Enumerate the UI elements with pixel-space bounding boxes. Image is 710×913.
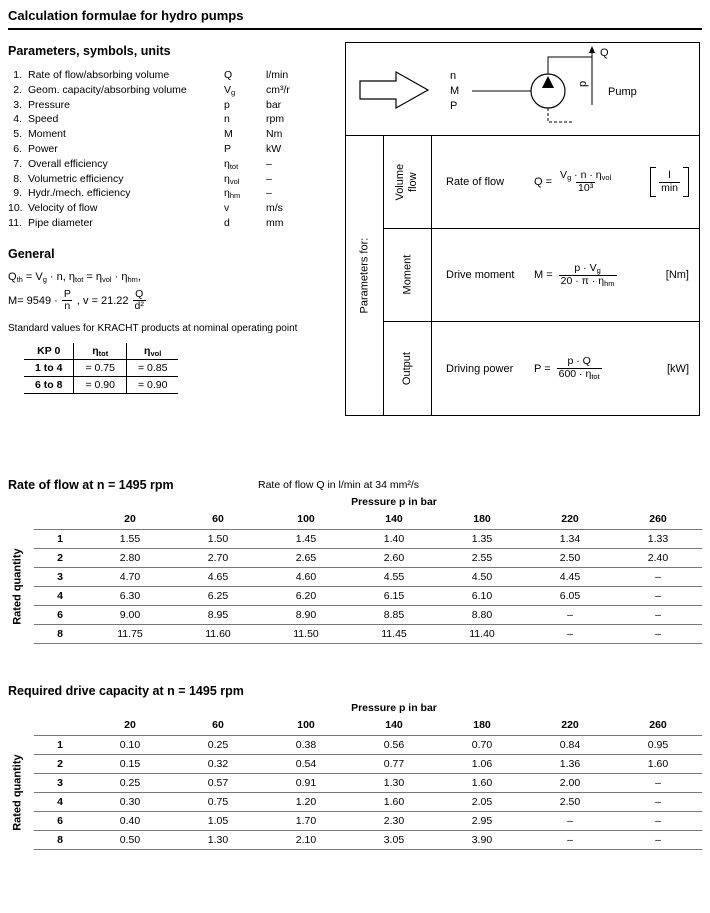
parameter-row: [8, 83, 340, 98]
table-body: [34, 736, 702, 850]
general-formula-1: $Q_{th} = V_g \cdot n$, $\eta_{tot} = \eta_{vol} \cdot \eta_{hm}$,: [8, 270, 141, 284]
value-cell: 1.40: [350, 530, 438, 549]
table-row: [34, 831, 702, 850]
value-cell: 0.57: [174, 774, 262, 793]
parameter-symbol: d: [224, 216, 230, 229]
moment-formula-prefix: M= 9549 ·: [8, 294, 58, 307]
parameters-list: [8, 68, 340, 231]
section-title: Rate of flow at n = 1495 rpm: [8, 478, 174, 492]
column-header: 100: [262, 511, 350, 530]
value-cell: 1.55: [86, 530, 174, 549]
value-cell: 0.30: [86, 793, 174, 812]
formula-unit: [kW]: [667, 362, 689, 375]
value-cell: –: [526, 606, 614, 625]
table-row: [34, 549, 702, 568]
value-cell: 6.10: [438, 587, 526, 606]
rate-of-flow-section: [8, 478, 702, 644]
formula-row-driving-power: [432, 322, 699, 415]
column-header: 260: [614, 511, 702, 530]
parameter-symbol: P: [224, 142, 232, 155]
unit-bracket: [650, 167, 689, 197]
value-cell: 0.91: [262, 774, 350, 793]
value-cell: 2.70: [174, 549, 262, 568]
value-cell: 6.20: [262, 587, 350, 606]
column-header: 60: [174, 717, 262, 736]
parameter-name: Moment: [28, 128, 66, 141]
value-cell: 11.45: [350, 625, 438, 644]
parameter-unit: Nm: [266, 128, 283, 141]
kp-row-label: 1 to 4: [24, 359, 74, 376]
title-bar: [8, 8, 702, 30]
value-cell: 11.50: [262, 625, 350, 644]
value-cell: 1.36: [526, 755, 614, 774]
pump-schematic: [346, 43, 699, 136]
value-cell: 1.60: [438, 774, 526, 793]
q-arrowhead-icon: [589, 46, 595, 53]
column-header: 20: [86, 511, 174, 530]
row-label: 6: [34, 606, 86, 625]
value-cell: 1.30: [350, 774, 438, 793]
table-row: [34, 736, 702, 755]
parameter-unit: –: [266, 157, 272, 170]
kp-value: = 0.75: [74, 359, 127, 376]
parameter-symbol: $\eta_{hm}$: [224, 187, 241, 201]
column-header: 60: [174, 511, 262, 530]
drain-line: [548, 108, 572, 122]
bracket-right-icon: [683, 167, 689, 197]
bracket-left-icon: [650, 167, 656, 197]
section-title: Required drive capacity at n = 1495 rpm: [8, 684, 244, 698]
table-row: [34, 812, 702, 831]
input-label-n: n: [450, 70, 457, 82]
value-cell: 0.54: [262, 755, 350, 774]
value-cell: 1.06: [438, 755, 526, 774]
row-label: 2: [34, 755, 86, 774]
value-cell: 11.60: [174, 625, 262, 644]
kp-header-eta-tot: $\eta_{tot}$: [74, 343, 127, 360]
parameter-unit: l/min: [266, 69, 289, 81]
parameter-name: Speed: [28, 113, 59, 126]
value-cell: 4.50: [438, 568, 526, 587]
formula-label: Rate of flow: [446, 176, 505, 188]
parameter-row: [8, 142, 340, 157]
pressure-axis-label: Pressure p in bar: [351, 496, 437, 508]
parameter-number: 6.: [13, 142, 22, 155]
value-cell: 8.85: [350, 606, 438, 625]
group-label: [401, 255, 414, 295]
row-label: 3: [34, 774, 86, 793]
parameters-heading: Parameters, symbols, units: [8, 44, 171, 58]
kp-row: [24, 359, 178, 376]
parameter-name: Rate of flow/absorbing volume: [28, 69, 170, 81]
row-label: 4: [34, 793, 86, 812]
drive-capacity-table: [34, 717, 702, 850]
value-cell: 4.55: [350, 568, 438, 587]
parameter-number: 8.: [13, 172, 22, 185]
parameter-unit: –: [266, 172, 272, 185]
unit-fraction: [659, 170, 680, 194]
parameter-unit: rpm: [266, 113, 285, 126]
value-cell: 2.50: [526, 793, 614, 812]
parameter-row: [8, 68, 340, 83]
value-cell: 0.84: [526, 736, 614, 755]
value-cell: 1.33: [614, 530, 702, 549]
parameters-for-cell: [346, 136, 384, 415]
input-label-p: P: [450, 100, 458, 112]
value-cell: –: [614, 587, 702, 606]
parameter-name: Power: [28, 142, 58, 155]
value-cell: 1.60: [614, 755, 702, 774]
parameter-number: 9.: [13, 187, 22, 200]
kp-row-label: 6 to 8: [24, 376, 74, 393]
row-axis: [8, 531, 28, 642]
value-cell: 11.40: [438, 625, 526, 644]
kp-value: = 0.85: [126, 359, 178, 376]
value-cell: –: [526, 625, 614, 644]
value-cell: –: [526, 831, 614, 850]
value-cell: 0.77: [350, 755, 438, 774]
parameter-row: [8, 201, 340, 216]
parameter-row: [8, 112, 340, 127]
parameter-name: Geom. capacity/absorbing volume: [28, 83, 187, 96]
formula-fraction: [557, 356, 602, 380]
value-cell: 6.25: [174, 587, 262, 606]
fraction-denominator: d²: [134, 300, 144, 313]
value-cell: 2.50: [526, 549, 614, 568]
row-axis-label: Rated quantity: [11, 754, 24, 831]
parameter-number: 3.: [13, 98, 22, 111]
main-columns: [8, 40, 702, 416]
value-cell: 1.45: [262, 530, 350, 549]
corner-cell: [34, 717, 86, 736]
table-row: [34, 587, 702, 606]
fraction-numerator: $V_g \cdot n \cdot \eta_{vol}$: [560, 168, 612, 182]
row-label: 6: [34, 812, 86, 831]
value-cell: 2.60: [350, 549, 438, 568]
formula-lhs: P =: [534, 362, 551, 375]
pump-circuit-diagram: [346, 43, 699, 134]
value-cell: 4.65: [174, 568, 262, 587]
fraction-numerator: p · Q: [567, 355, 591, 368]
value-cell: –: [614, 812, 702, 831]
fraction-denominator: $600 \cdot \eta_{tot}$: [558, 368, 600, 381]
pressure-axis-label: Pressure p in bar: [351, 702, 437, 714]
value-cell: 3.05: [350, 831, 438, 850]
value-cell: 0.15: [86, 755, 174, 774]
parameter-unit: m/s: [266, 202, 283, 215]
parameter-number: 4.: [13, 113, 22, 126]
parameter-symbol: n: [224, 113, 230, 126]
value-cell: 6.30: [86, 587, 174, 606]
parameter-number: 11.: [8, 216, 22, 229]
value-cell: 0.25: [86, 774, 174, 793]
corner-cell: [34, 511, 86, 530]
unit-denominator: min: [661, 181, 678, 194]
left-column: [8, 40, 340, 416]
parameter-name: Hydr./mech. efficiency: [28, 187, 131, 200]
value-cell: 2.30: [350, 812, 438, 831]
general-heading: General: [8, 246, 55, 261]
value-cell: 1.35: [438, 530, 526, 549]
value-cell: 0.70: [438, 736, 526, 755]
parameter-symbol: $\eta_{vol}$: [224, 172, 240, 186]
section-heading: [8, 684, 702, 700]
group-label-line: Volume: [394, 163, 407, 201]
row-label: 4: [34, 587, 86, 606]
group-label-line: Output: [400, 351, 413, 386]
table-row: [34, 793, 702, 812]
table-row: [34, 530, 702, 549]
pump-triangle-icon: [542, 76, 554, 88]
parameter-row: [8, 98, 340, 113]
unit-numerator: l: [668, 168, 671, 181]
group-cell-volume-flow: [384, 136, 432, 229]
input-label-m: M: [450, 85, 460, 97]
table-row: [34, 568, 702, 587]
row-label: 1: [34, 530, 86, 549]
parameter-number: 2.: [13, 83, 22, 96]
column-header: 140: [350, 511, 438, 530]
parameter-row: [8, 216, 340, 231]
value-cell: 2.40: [614, 549, 702, 568]
group-cell-moment: [384, 229, 432, 322]
row-label: 1: [34, 736, 86, 755]
value-cell: 0.10: [86, 736, 174, 755]
table-wrapper: [8, 717, 702, 850]
parameter-row: [8, 127, 340, 142]
column-header: 220: [526, 717, 614, 736]
group-cell-output: [384, 322, 432, 415]
parameter-name: Velocity of flow: [28, 202, 98, 215]
column-header: 140: [350, 717, 438, 736]
formula-unit: [Nm]: [665, 269, 689, 281]
value-cell: 0.40: [86, 812, 174, 831]
value-cell: 1.34: [526, 530, 614, 549]
value-cell: 1.05: [174, 812, 262, 831]
value-cell: 11.75: [86, 625, 174, 644]
section-heading: [8, 478, 702, 494]
column-header: 180: [438, 511, 526, 530]
table-row: [34, 755, 702, 774]
group-label: [401, 352, 414, 385]
parameter-symbol: $\eta_{tot}$: [224, 157, 239, 171]
formula-fraction: [559, 263, 617, 287]
parameter-symbol: p: [224, 98, 230, 111]
kp-header-row: [24, 343, 178, 360]
kp-value: = 0.90: [126, 376, 178, 393]
parameter-unit: mm: [266, 216, 284, 229]
value-cell: 6.15: [350, 587, 438, 606]
header-row: [34, 511, 702, 530]
kp-row: [24, 376, 178, 393]
value-cell: 3.90: [438, 831, 526, 850]
flow-direction-arrow-icon: [360, 72, 428, 108]
parameter-name: Pipe diameter: [28, 216, 93, 229]
pump-label: Pump: [608, 86, 637, 98]
value-cell: 0.25: [174, 736, 262, 755]
row-label: 2: [34, 549, 86, 568]
value-cell: 2.00: [526, 774, 614, 793]
value-cell: 2.55: [438, 549, 526, 568]
formula-diagram-box: [345, 42, 700, 416]
value-cell: –: [614, 606, 702, 625]
fraction-numerator: Q: [135, 287, 144, 300]
value-cell: 2.05: [438, 793, 526, 812]
column-header: 100: [262, 717, 350, 736]
parameter-unit: cm³/r: [266, 83, 290, 96]
parameter-unit: kW: [266, 142, 282, 155]
value-cell: 6.05: [526, 587, 614, 606]
fraction-denominator: 10³: [578, 181, 594, 194]
standard-values-note: Standard values for KRACHT products at nominal operating point: [8, 322, 298, 334]
column-header: 180: [438, 717, 526, 736]
value-cell: 8.95: [174, 606, 262, 625]
q-label: Q: [600, 47, 609, 59]
group-label-line: flow: [407, 172, 420, 192]
parameter-number: 7.: [13, 157, 22, 170]
formula-grid: [346, 136, 699, 415]
column-header: 220: [526, 511, 614, 530]
value-cell: 9.00: [86, 606, 174, 625]
standard-values-table: [24, 343, 178, 394]
table-body: [34, 530, 702, 644]
group-label: [394, 164, 420, 201]
value-cell: 0.50: [86, 831, 174, 850]
value-cell: 8.90: [262, 606, 350, 625]
value-cell: 1.60: [350, 793, 438, 812]
parameter-number: 10.: [8, 202, 23, 215]
value-cell: 0.32: [174, 755, 262, 774]
value-cell: –: [614, 625, 702, 644]
value-cell: –: [614, 774, 702, 793]
parameter-symbol: Q: [224, 69, 233, 81]
parameters-for-label: Parameters for:: [357, 237, 370, 314]
value-cell: 1.20: [262, 793, 350, 812]
value-cell: 2.10: [262, 831, 350, 850]
row-axis: [8, 737, 28, 848]
formula-fraction: [558, 170, 613, 194]
velocity-fraction: [133, 289, 146, 313]
page-title: Calculation formulae for hydro pumps: [8, 8, 244, 23]
section-subtitle: Rate of flow Q in l/min at 34 mm²/s: [258, 479, 420, 491]
header-row: [34, 717, 702, 736]
fraction-numerator: P: [63, 287, 71, 300]
value-cell: 2.95: [438, 812, 526, 831]
fraction-numerator: $p \cdot V_g$: [574, 261, 601, 275]
table-wrapper: [8, 511, 702, 644]
parameter-unit: bar: [266, 98, 282, 111]
value-cell: 0.56: [350, 736, 438, 755]
parameter-name: Pressure: [28, 98, 71, 111]
value-cell: 0.38: [262, 736, 350, 755]
table-row: [34, 774, 702, 793]
column-header: 20: [86, 717, 174, 736]
value-cell: –: [526, 812, 614, 831]
row-label: 8: [34, 831, 86, 850]
kp-value: = 0.90: [74, 376, 127, 393]
value-cell: 2.65: [262, 549, 350, 568]
rate-of-flow-table: [34, 511, 702, 644]
table-row: [34, 625, 702, 644]
parameter-symbol: M: [224, 128, 233, 141]
kp-header-eta-vol: $\eta_{vol}$: [126, 343, 178, 360]
fraction-denominator: $20 \cdot \pi \cdot \eta_{hm}$: [560, 274, 615, 288]
value-cell: 4.70: [86, 568, 174, 587]
table-row: [34, 606, 702, 625]
formula-label: Drive moment: [446, 269, 515, 281]
velocity-formula-prefix: , v = 21.22: [76, 294, 129, 307]
parameter-number: 5.: [13, 128, 22, 141]
formula-row-rate-of-flow: [432, 136, 699, 229]
formula-lhs: M =: [534, 269, 553, 281]
parameter-name: Volumetric efficiency: [28, 172, 124, 185]
value-cell: 1.70: [262, 812, 350, 831]
parameter-unit: –: [266, 187, 272, 200]
value-cell: 0.95: [614, 736, 702, 755]
value-cell: –: [614, 831, 702, 850]
row-axis-label: Rated quantity: [11, 548, 24, 625]
value-cell: 2.80: [86, 549, 174, 568]
value-cell: 0.75: [174, 793, 262, 812]
value-cell: 1.30: [174, 831, 262, 850]
value-cell: 8.80: [438, 606, 526, 625]
kp-header-series: KP 0: [24, 343, 74, 360]
value-cell: –: [614, 568, 702, 587]
general-formula-2: [8, 289, 340, 313]
parameter-row: [8, 172, 340, 187]
outlet-line: [548, 51, 592, 74]
moment-fraction: [62, 289, 73, 313]
value-cell: 4.60: [262, 568, 350, 587]
parameter-symbol: v: [224, 202, 230, 215]
column-header: 260: [614, 717, 702, 736]
parameter-number: 1.: [13, 69, 22, 81]
drive-capacity-section: [8, 684, 702, 850]
p-label: p: [577, 80, 589, 87]
formula-label: Driving power: [446, 362, 514, 375]
row-label: 3: [34, 568, 86, 587]
fraction-denominator: n: [64, 300, 71, 313]
parameter-row: [8, 157, 340, 172]
formula-row-drive-moment: [432, 229, 699, 322]
group-label-line: Moment: [400, 255, 413, 295]
parameter-symbol: $V_g$: [224, 83, 236, 97]
row-label: 8: [34, 625, 86, 644]
parameter-row: [8, 186, 340, 201]
value-cell: 1.50: [174, 530, 262, 549]
value-cell: –: [614, 793, 702, 812]
parameter-name: Overall efficiency: [28, 157, 108, 170]
value-cell: 4.45: [526, 568, 614, 587]
formula-lhs: Q =: [534, 176, 553, 188]
